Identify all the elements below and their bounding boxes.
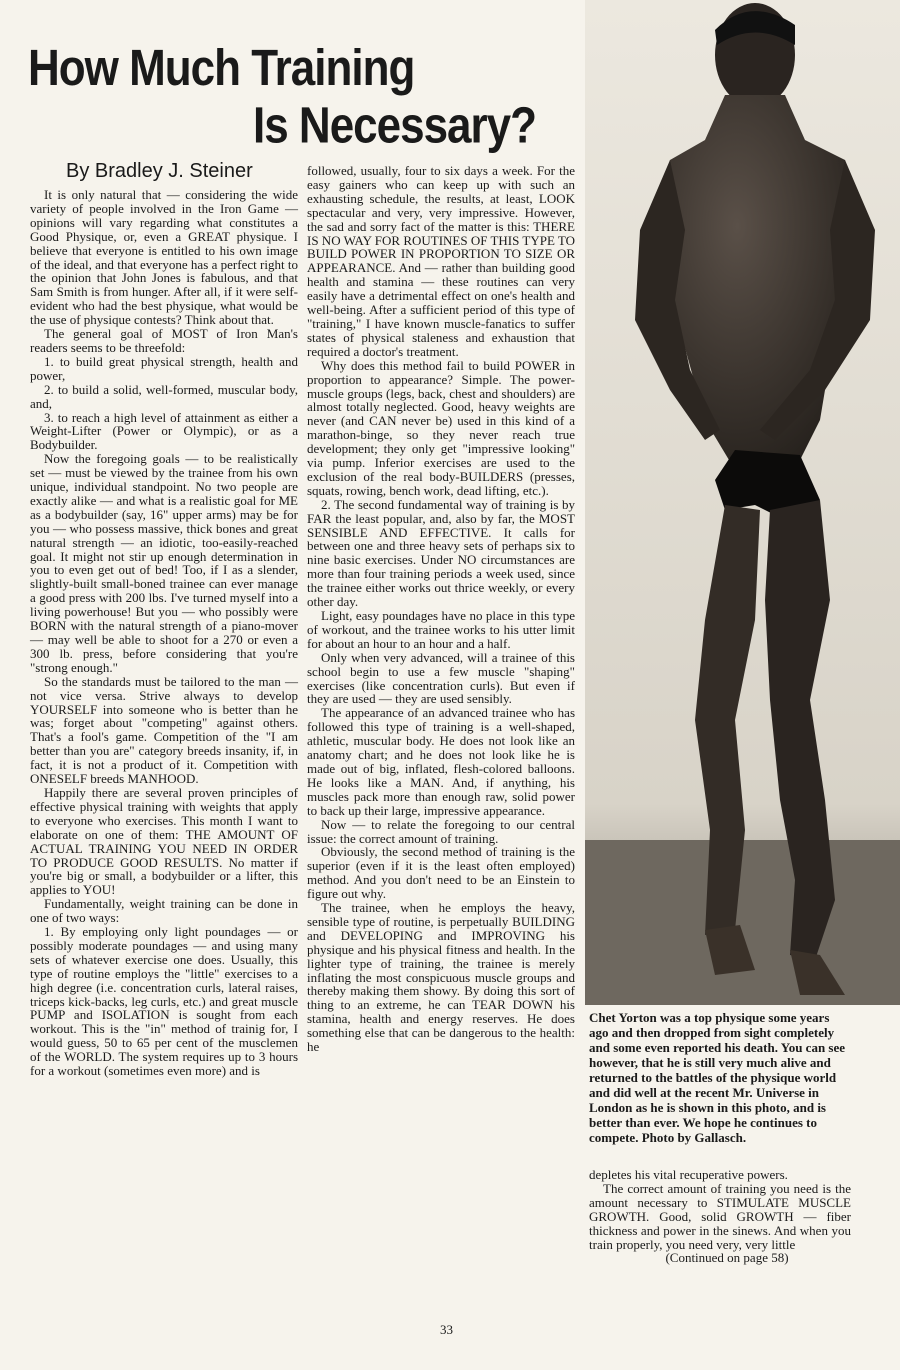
paragraph: 1. to build great physical strength, health and power, bbox=[30, 353, 298, 383]
byline: By Bradley J. Steiner bbox=[66, 160, 253, 182]
paragraph: Obviously, the second method of training is the superior (even if it is the least often employed) method. And you don't need to be an Einstein to figure out why. bbox=[307, 844, 575, 902]
paragraph: So the standards must be tailored to the man — not vice versa. Strive always to develop YOURSELF into someone who is better than he was; forget about "competing" against others. That's a fool's game. Competition of the "I am better than you are" category breeds insanity, if, in fact, it is not a product of it. Competition with ONESELF breeds MANHOOD. bbox=[30, 673, 298, 787]
paragraph: 2. to build a solid, well-formed, muscular body, and, bbox=[30, 381, 298, 411]
paragraph: 1. By employing only light poundages — or possibly moderate poundages — and using many sets of whatever exercise one does. Usually, this type of routine employs the "little" exercises to a high degree (i.e. concentration curls, lateral raises, triceps kick-backs, leg curls, etc.) and great muscle PUMP and ISOLATION is sought from each workout. This is the "in" method of trainig for, I would guess, 50 to 65 per cent of the musclemen of the WORLD. The system requires up to 3 hours for a workout (sometimes even more) and is bbox=[30, 924, 298, 1079]
article-title bbox=[28, 40, 588, 155]
paragraph: It is only natural that — considering the wide variety of people involved in the Iron Game — opinions will vary regarding what constitutes a Good Physique, or, even a GREAT physique. I believe that everyone is entitled to his own image of the ideal, and that everyone has a perfect right to the opinion that John Jones is fabulous, and that Sam Smith is from hunger. After all, if it were self-evident who had the best physique, what would be the use of physique contests? Think about that. bbox=[30, 187, 298, 328]
paragraph: Light, easy poundages have no place in this type of workout, and the trainee works to his utter limit for about an hour to an hour and a half. bbox=[307, 608, 575, 651]
article-column-3 bbox=[589, 1168, 851, 1265]
photo-caption: Chet Yorton was a top physique some years ago and then dropped from sight completely and some even reported his death. You can see however, that he is still very much alive and returned to the battles of the physique world and did well at the recent Mr. Universe in London as he is shown in this photo, and is better than ever. We hope he continues to compete. Photo by Gallasch. bbox=[589, 1010, 846, 1145]
paragraph: Happily there are several proven principles of effective physical training with weights that apply to everyone who exercises. This month I want to elaborate on one of them: THE AMOUNT OF ACTUAL TRAINING YOU NEED IN ORDER TO PRODUCE GOOD RESULTS. No matter if you're big or small, a bodybuilder or a lifter, this applies to YOU! bbox=[30, 784, 298, 898]
paragraph: The general goal of MOST of Iron Man's readers seems to be threefold: bbox=[30, 326, 298, 355]
title-line-2: Is Necessary? bbox=[253, 97, 536, 154]
title-line-1: How Much Training bbox=[28, 40, 415, 97]
paragraph: Why does this method fail to build POWER in proportion to appearance? Simple. The power-muscle groups (legs, back, chest and shoulders) are almost totally neglected. Good, heavy weights are never (and CAN never be) used in this kind of a marathon-binge, so they never reach true development; they only get "impressive looking" via pump. Inferior exercises are used to the exclusion of the real body-BUILDERS (presses, squats, rowing, bench work, dead lifting, etc.). bbox=[307, 357, 575, 498]
continued-note: (Continued on page 58) bbox=[665, 1250, 789, 1266]
paragraph: depletes his vital recuperative powers. bbox=[589, 1167, 788, 1182]
paragraph: 2. The second fundamental way of training is by FAR the least popular, and, also by far, the MOST SENSIBLE AND EFFECTIVE. It calls for between one and three heavy sets of perhaps six to nine basic exercises. Under NO circumstances are more than four training periods a week used, since the trainee either works out thrice weekly, or every other day. bbox=[307, 496, 575, 610]
paragraph: Fundamentally, weight training can be done in one of two ways: bbox=[30, 896, 298, 926]
paragraph: The appearance of an advanced trainee who has followed this type of training is a well-shaped, athletic, muscular body. He does not look like an anatomy chart; and he does not look like he is made out of big, inflated, flesh-colored balloons. He looks like a MAN. And, if anything, his muscles pack more than enough raw, solid power to back up their large, impressive appearance. bbox=[307, 705, 575, 818]
page-number: 33 bbox=[440, 1322, 453, 1337]
article-column-2 bbox=[307, 164, 575, 1054]
paragraph: followed, usually, four to six days a week. For the easy gainers who can keep up with such an exhausting schedule, the results, at least, LOOK spectacular and very, very impressive. However, the sad and sorry fact of the matter is this: THERE IS NO WAY FOR ROUTINES OF THIS TYPE TO BUILD POWER IN PROPORTION TO SIZE OR APPEARANCE. And — rather than building good health and stamina — these routines can very easily have a detrimental effect on one's health and well-being. After a sufficient period of this type of "training," I have known muscle-fanatics to suffer states of physical staleness and exhaustion that required a doctor's treatment. bbox=[307, 163, 575, 359]
paragraph: The correct amount of training you need is the amount necessary to STIMULATE MUSCLE GROWTH. Good, solid GROWTH — fiber thickness and power in the sinews. And when you train properly, you need very, very little bbox=[589, 1180, 851, 1252]
paragraph: Only when very advanced, will a trainee of this school begin to use a few muscle "shaping" exercises (like concentration curls). But even if they are used — they are used sensibly. bbox=[307, 649, 575, 707]
paragraph: 3. to reach a high level of attainment as either a Weight-Lifter (Power or Olympic), or as a Bodybuilder. bbox=[30, 409, 298, 453]
paragraph: The trainee, when he employs the heavy, sensible type of routine, is perpetually BUILDING and DEVELOPING and IMPROVING his physique and his physical fitness and health. In the lighter type of training, the trainee is merely inflating the most conspicuous muscle groups and thereby making them showy. By doing this sort of thing to an extreme, he can TEAR DOWN his stamina, health and energy reserves. He does something else that can be dangerous to the health: he bbox=[307, 900, 575, 1055]
paragraph: Now the foregoing goals — to be realistically set — must be viewed by the trainee from his own unique, individual standpoint. No two people are exactly alike — and what is a realistic goal for ME as a bodybuilder (say, 16" upper arms) may be for you — who possess massive, thick bones and great natural strength — an idiotic, too-easily-reached goal. It might not stir up enough determination in you to even get out of bed! Too, if I as a slender, slightly-built small-boned trainee can ever manage a good press with 200 lbs. I've turned myself into a living powerhouse! But you — who possibly were BORN with the natural strength of a piano-mover — may well be able to shoot for a 270 or even a 300 lb. press, before considering that you're "strong enough." bbox=[30, 451, 298, 675]
bodybuilder-photo bbox=[585, 0, 900, 1005]
paragraph: Now — to relate the foregoing to our central issue: the correct amount of training. bbox=[307, 816, 575, 846]
article-column-1 bbox=[30, 188, 298, 1078]
